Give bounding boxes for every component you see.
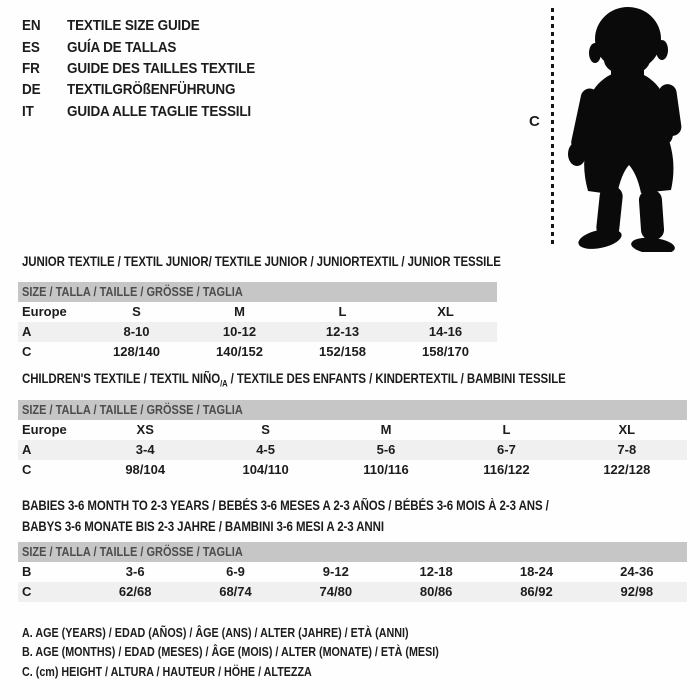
size-cell: 128/140	[113, 344, 160, 359]
size-cell: 8-10	[123, 324, 150, 339]
size-cell: 3-6	[125, 564, 145, 579]
size-cell: 24-36	[620, 564, 654, 579]
size-bar-label: SIZE / TALLA / TAILLE / GRÖSSE / TAGLIA	[22, 403, 243, 417]
table-row-height	[18, 582, 687, 602]
size-cell: S	[132, 304, 141, 319]
language-code: IT	[22, 102, 34, 120]
size-cell: 110/116	[363, 462, 409, 477]
size-cell: 80/86	[419, 584, 453, 599]
language-title: TEXTILE SIZE GUIDE	[67, 17, 200, 35]
language-code: ES	[22, 38, 40, 56]
table-row-age-months	[18, 562, 687, 582]
size-cell: 68/74	[219, 584, 252, 599]
size-cell: 104/110	[242, 462, 289, 477]
size-cell: 158/170	[422, 344, 469, 359]
babies-heading-line2: BABYS 3-6 MONATE BIS 2-3 JAHRE / BAMBINI 3-6 MESI A 2-3 ANNI	[22, 519, 384, 534]
size-cell: 12-13	[325, 324, 360, 339]
children-heading-post: / TEXTILE DES ENFANTS / KINDERTEXTIL / BAMBINI TESSILE	[227, 371, 566, 386]
measure-legend	[22, 625, 518, 683]
language-code: FR	[22, 59, 40, 77]
size-cell: L	[338, 304, 347, 319]
table-row-europe	[18, 302, 497, 322]
language-row-it	[22, 101, 255, 122]
legend-line-a: A. AGE (YEARS) / EDAD (AÑOS) / ÂGE (ANS) / ALTER (JAHRE) / ETÀ (ANNI)	[22, 625, 409, 640]
size-bar	[18, 542, 687, 562]
size-cell: 4-5	[256, 442, 275, 457]
size-bar-label: SIZE / TALLA / TAILLE / GRÖSSE / TAGLIA	[22, 285, 243, 299]
junior-section-heading: JUNIOR TEXTILE / TEXTIL JUNIOR/ TEXTILE JUNIOR / JUNIORTEXTIL / JUNIOR TESSILE	[22, 254, 501, 269]
size-cell: 98/104	[125, 462, 166, 477]
table-row-height	[18, 342, 497, 362]
size-cell: 92/98	[620, 584, 654, 599]
junior-size-table	[18, 282, 497, 362]
language-list	[22, 15, 255, 122]
row-label: A	[22, 324, 32, 339]
row-label: Europe	[22, 422, 67, 437]
size-cell: M	[234, 304, 245, 319]
size-cell: M	[380, 422, 392, 437]
children-heading-sub: /A	[220, 378, 228, 389]
language-row-en	[22, 15, 255, 36]
size-cell: XS	[136, 422, 154, 437]
babies-size-table	[18, 542, 687, 602]
toddler-silhouette-icon	[561, 4, 700, 252]
row-label: B	[22, 564, 32, 579]
size-cell: S	[261, 422, 270, 437]
table-row-europe	[18, 420, 687, 440]
legend-line-b: B. AGE (MONTHS) / EDAD (MESES) / ÂGE (MOIS) / ALTER (MONATE) / ETÀ (MESI)	[22, 644, 439, 660]
size-cell: 6-9	[226, 564, 245, 579]
size-cell: 9-12	[322, 564, 349, 579]
size-cell: 122/128	[603, 462, 651, 477]
language-row-es	[22, 36, 255, 57]
size-cell: 6-7	[497, 442, 516, 457]
babies-section-heading	[22, 495, 549, 537]
table-row-age-years	[18, 322, 497, 342]
size-cell: 116/122	[483, 462, 530, 477]
children-heading-pre: CHILDREN'S TEXTILE / TEXTIL NIÑO	[22, 371, 221, 386]
size-cell: 7-8	[617, 442, 637, 457]
children-size-table	[18, 400, 687, 480]
language-code: DE	[22, 81, 41, 99]
legend-line-c: C. (cm) HEIGHT / ALTURA / HAUTEUR / HÖHE / ALTEZZA	[22, 663, 312, 679]
children-section-heading	[22, 371, 566, 389]
language-title: TEXTILGRÖßENFÜHRUNG	[67, 81, 236, 99]
row-label: Europe	[22, 304, 67, 319]
size-cell: 14-16	[428, 324, 463, 339]
size-cell: 74/80	[319, 584, 353, 599]
size-bar	[18, 400, 687, 420]
size-cell: 3-4	[135, 442, 155, 457]
size-bar-label: SIZE / TALLA / TAILLE / GRÖSSE / TAGLIA	[22, 545, 243, 559]
size-cell: 152/158	[319, 344, 366, 359]
size-cell: XL	[437, 304, 454, 319]
language-title: GUIDE DES TAILLES TEXTILE	[67, 59, 256, 77]
size-bar	[18, 282, 497, 302]
row-label: C	[22, 344, 32, 359]
size-cell: 12-18	[419, 564, 453, 579]
size-cell: L	[502, 422, 511, 437]
height-measure-label: C	[529, 113, 540, 130]
row-label: C	[22, 584, 32, 599]
language-title: GUÍA DE TALLAS	[67, 38, 177, 56]
size-cell: XL	[618, 422, 636, 437]
table-row-age-years	[18, 440, 687, 460]
table-row-height	[18, 460, 687, 480]
language-code: EN	[22, 17, 41, 35]
size-cell: 10-12	[222, 324, 257, 339]
height-dashed-line	[551, 8, 554, 246]
size-cell: 18-24	[519, 564, 554, 579]
language-row-fr	[22, 58, 255, 79]
language-title: GUIDA ALLE TAGLIE TESSILI	[67, 102, 252, 120]
size-cell: 86/92	[520, 584, 553, 599]
row-label: C	[22, 462, 32, 477]
babies-heading-line1: BABIES 3-6 MONTH TO 2-3 YEARS / BEBÉS 3-6 MESES A 2-3 AÑOS / BÉBÉS 3-6 MOIS À 2-3 ANS /	[22, 498, 549, 513]
size-cell: 62/68	[118, 584, 152, 599]
language-row-de	[22, 79, 255, 100]
size-cell: 5-6	[376, 442, 396, 457]
row-label: A	[22, 442, 32, 457]
size-cell: 140/152	[216, 344, 263, 359]
